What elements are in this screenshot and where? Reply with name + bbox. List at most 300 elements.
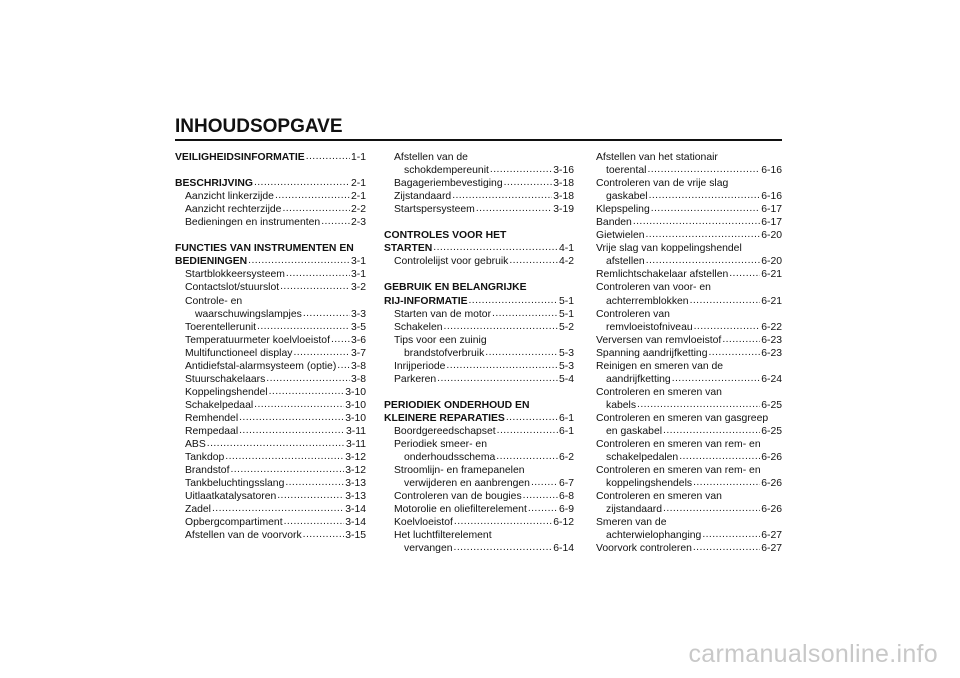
toc-entry-label: Uitlaatkatalysatoren <box>185 491 277 503</box>
toc-page-number: 1-1 <box>350 152 366 163</box>
toc-entry <box>175 464 366 477</box>
toc-entry-label: Toerentellerunit <box>185 321 257 333</box>
toc-spacer <box>175 164 366 177</box>
toc-section-entry <box>175 151 366 164</box>
toc-entry <box>596 399 782 412</box>
toc-dot-leader <box>663 503 760 516</box>
toc-dot-leader <box>469 295 558 308</box>
toc-dot-leader <box>321 216 350 229</box>
toc-entry <box>596 451 782 464</box>
toc-entry <box>384 451 574 464</box>
toc-section-entry <box>384 295 574 308</box>
toc-dot-leader <box>286 268 350 281</box>
toc-page-number: 3-12 <box>345 452 366 464</box>
toc-entry <box>384 321 574 334</box>
toc-entry <box>175 347 366 360</box>
toc-dot-leader <box>230 464 344 477</box>
toc-column-3 <box>596 151 782 555</box>
toc-entry-label: Gietwielen <box>596 230 645 242</box>
watermark: carmanualsonline.info <box>688 640 938 668</box>
toc-entry <box>175 516 366 529</box>
toc-entry <box>596 203 782 216</box>
toc-dot-leader <box>303 308 350 321</box>
toc-entry-label: Spanning aandrijfketting <box>596 347 708 359</box>
toc-dot-leader <box>254 177 350 190</box>
toc-entry-label: Boordgereedschapset <box>394 425 496 437</box>
toc-dot-leader <box>293 347 350 360</box>
toc-page-number: 3-5 <box>350 321 366 333</box>
toc-page-number: 6-21 <box>761 295 782 307</box>
toc-page-number: 6-7 <box>558 478 574 490</box>
toc-entry <box>384 308 574 321</box>
toc-entry-label: Controle- en <box>185 295 243 307</box>
toc-page-number: 6-17 <box>761 217 782 229</box>
toc-page-number: 3-7 <box>350 347 366 359</box>
toc-dot-leader <box>269 386 345 399</box>
toc-page-number: 2-2 <box>350 204 366 216</box>
toc-section-entry <box>384 229 574 242</box>
toc-page-number: 3-11 <box>345 439 366 451</box>
toc-entry <box>384 425 574 438</box>
toc-entry <box>596 308 782 321</box>
toc-entry <box>596 281 782 294</box>
toc-entry-label: Controleren van de vrije slag <box>596 178 729 190</box>
toc-entry <box>384 516 574 529</box>
toc-dot-leader <box>722 334 760 347</box>
toc-entry-label: aandrijfketting <box>606 373 671 385</box>
toc-entry-label: schakelpedalen <box>606 452 679 464</box>
toc-entry-label: Stroomlijn- en framepanelen <box>394 465 525 477</box>
toc-entry-label: Startspersysteem <box>394 204 475 216</box>
toc-page-number: 4-2 <box>558 256 574 268</box>
toc-entry-label: verwijderen en aanbrengen <box>404 478 530 490</box>
toc-page-number: 6-12 <box>553 517 574 529</box>
toc-entry <box>596 164 782 177</box>
toc-page-number: 3-8 <box>350 360 366 372</box>
toc-entry <box>384 490 574 503</box>
toc-entry <box>175 477 366 490</box>
toc-entry-label: Controleren van <box>596 308 670 320</box>
toc-entry-label: Tankbeluchtingsslang <box>185 478 285 490</box>
toc-page-number: 3-2 <box>350 282 366 294</box>
toc-entry <box>384 334 574 347</box>
toc-entry <box>384 477 574 490</box>
toc-entry-label: Tips voor een zuinig <box>394 334 487 346</box>
toc-page-number: 3-15 <box>345 530 366 542</box>
toc-page-number: 3-18 <box>553 178 574 190</box>
toc-entry <box>175 281 366 294</box>
toc-entry-label: Controleren en smeren van gasgreep <box>596 412 769 424</box>
toc-entry-label: Aanzicht linkerzijde <box>185 191 274 203</box>
toc-dot-leader <box>277 490 344 503</box>
toc-spacer <box>384 268 574 281</box>
toc-page-number: 6-16 <box>761 191 782 203</box>
toc-entry-label: VEILIGHEIDSINFORMATIE <box>175 152 305 163</box>
toc-dot-leader <box>212 503 344 516</box>
toc-entry-label: BEDIENINGEN <box>175 256 248 268</box>
toc-dot-leader <box>306 151 350 164</box>
toc-dot-leader <box>663 425 760 438</box>
toc-entry <box>596 229 782 242</box>
toc-page-number: 6-25 <box>761 399 782 411</box>
toc-page-number: 6-1 <box>558 412 574 424</box>
toc-entry-label: Bagageriembevestiging <box>394 178 503 190</box>
toc-page-number: 5-3 <box>558 360 574 372</box>
toc-section-entry <box>175 255 366 268</box>
toc-entry <box>596 321 782 334</box>
toc-page-number: 3-10 <box>345 399 366 411</box>
toc-entry <box>175 203 366 216</box>
toc-entry <box>384 255 574 268</box>
toc-entry-label: Afstellen van de voorvork <box>185 530 302 542</box>
toc-page-number: 5-3 <box>558 347 574 359</box>
toc-dot-leader <box>492 308 558 321</box>
toc-dot-leader <box>280 281 350 294</box>
toc-entry-label: koppelingshendels <box>606 478 693 490</box>
toc-dot-leader <box>490 164 552 177</box>
toc-page-number: 6-20 <box>761 256 782 268</box>
toc-entry <box>596 412 782 425</box>
toc-entry-label: Voorvork controleren <box>596 543 692 555</box>
toc-entry-label: Controleren en smeren van <box>596 491 722 503</box>
toc-entry <box>596 529 782 542</box>
toc-dot-leader <box>729 268 760 281</box>
toc-page-number: 6-25 <box>761 425 782 437</box>
toc-entry-label: Controleren van voor- en <box>596 282 711 294</box>
toc-entry-label: Controleren en smeren van <box>596 386 722 398</box>
toc-entry-label: remvloeistofniveau <box>606 321 693 333</box>
toc-page-number: 6-17 <box>761 204 782 216</box>
toc-dot-leader <box>693 477 760 490</box>
toc-entry <box>175 425 366 438</box>
toc-dot-leader <box>284 516 345 529</box>
toc-entry-label: GEBRUIK EN BELANGRIJKE <box>384 282 527 294</box>
toc-spacer <box>384 386 574 399</box>
toc-entry-label: Remhendel <box>185 412 239 424</box>
toc-page-number: 6-23 <box>761 347 782 359</box>
toc-column-2 <box>384 151 574 555</box>
toc-page-number: 5-1 <box>558 295 574 307</box>
toc-entry-label: Parkeren <box>394 373 437 385</box>
toc-dot-leader <box>504 177 553 190</box>
toc-entry-label: Controleren en smeren van rem- en <box>596 439 761 451</box>
toc-page-number: 3-12 <box>345 465 366 477</box>
toc-page-number: 6-16 <box>761 165 782 177</box>
toc-page-number: 6-8 <box>558 491 574 503</box>
toc-entry-label: Controleren van de bougies <box>394 491 522 503</box>
toc-page-number: 3-14 <box>345 504 366 516</box>
toc-section-entry <box>384 399 574 412</box>
toc-section-entry <box>384 281 574 294</box>
toc-entry <box>175 295 366 308</box>
toc-entry <box>175 321 366 334</box>
toc-dot-leader <box>531 477 558 490</box>
toc-dot-leader <box>709 347 761 360</box>
toc-entry-label: Afstellen van het stationair <box>596 152 718 163</box>
toc-page-number: 6-22 <box>761 321 782 333</box>
toc-entry <box>596 190 782 203</box>
toc-entry-label: Smeren van de <box>596 517 667 529</box>
toc-dot-leader <box>702 529 760 542</box>
toc-entry-label: Aanzicht rechterzijde <box>185 204 282 216</box>
toc-entry <box>175 360 366 373</box>
toc-entry-label: schokdempereunit <box>404 165 489 177</box>
toc-page-number: 6-26 <box>761 478 782 490</box>
toc-dot-leader <box>651 203 760 216</box>
toc-entry-label: Contactslot/stuurslot <box>185 282 280 294</box>
toc-entry <box>175 490 366 503</box>
toc-dot-leader <box>437 373 558 386</box>
toc-dot-leader <box>275 190 350 203</box>
toc-dot-leader <box>454 542 553 555</box>
toc-entry-label: achterwielophanging <box>606 530 702 542</box>
toc-dot-leader <box>693 542 760 555</box>
toc-dot-leader <box>225 451 344 464</box>
toc-page-number: 3-10 <box>345 386 366 398</box>
toc-page-number: 4-1 <box>558 243 574 255</box>
toc-section-entry <box>384 242 574 255</box>
toc-dot-leader <box>497 425 558 438</box>
toc-entry-label: RIJ-INFORMATIE <box>384 295 468 307</box>
toc-page-number: 3-19 <box>553 204 574 216</box>
toc-entry <box>384 164 574 177</box>
toc-entry-label: Inrijperiode <box>394 360 446 372</box>
title-rule <box>175 139 782 141</box>
toc-entry-label: Bedieningen en instrumenten <box>185 217 321 229</box>
toc-entry-label: gaskabel <box>606 191 648 203</box>
toc-entry-label: Het luchtfilterelement <box>394 530 492 542</box>
page-title: INHOUDSOPGAVE <box>175 116 343 137</box>
toc-dot-leader <box>523 490 558 503</box>
toc-dot-leader <box>476 203 552 216</box>
toc-entry <box>596 347 782 360</box>
toc-page-number: 3-13 <box>345 478 366 490</box>
toc-dot-leader <box>649 190 761 203</box>
toc-entry-label: kabels <box>606 399 637 411</box>
toc-entry-label: vervangen <box>404 543 453 555</box>
toc-entry <box>175 451 366 464</box>
toc-entry <box>596 464 782 477</box>
toc-page-number: 3-13 <box>345 491 366 503</box>
toc-page-number: 6-2 <box>558 452 574 464</box>
toc-entry <box>384 503 574 516</box>
toc-section-entry <box>175 177 366 190</box>
toc-entry-label: Banden <box>596 217 632 229</box>
toc-page-number: 6-26 <box>761 452 782 464</box>
toc-page-number: 6-27 <box>761 530 782 542</box>
toc-entry <box>596 503 782 516</box>
toc-entry <box>596 151 782 164</box>
toc-dot-leader <box>285 477 344 490</box>
toc-page-number: 3-1 <box>350 256 366 268</box>
toc-page-number: 6-14 <box>553 543 574 555</box>
toc-entry <box>596 242 782 255</box>
toc-dot-leader <box>454 516 552 529</box>
toc-entry-label: Controleren en smeren van rem- en <box>596 465 761 477</box>
toc-entry-label: Remlichtschakelaar afstellen <box>596 269 729 281</box>
toc-entry-label: achterremblokken <box>606 295 689 307</box>
toc-entry <box>596 360 782 373</box>
toc-entry <box>596 373 782 386</box>
toc-page-number: 3-18 <box>553 191 574 203</box>
toc-entry-label: onderhoudsschema <box>404 452 496 464</box>
toc-entry-label: CONTROLES VOOR HET <box>384 230 507 242</box>
toc-dot-leader <box>509 255 558 268</box>
toc-entry <box>384 190 574 203</box>
toc-page-number: 6-20 <box>761 230 782 242</box>
toc-entry-label: waarschuwingslampjes <box>195 308 302 320</box>
toc-page-number: 6-21 <box>761 269 782 281</box>
toc-entry <box>384 360 574 373</box>
toc-entry <box>384 464 574 477</box>
toc-dot-leader <box>672 373 761 386</box>
toc-page-number: 3-14 <box>345 517 366 529</box>
toc-dot-leader <box>239 412 344 425</box>
toc-entry-label: Controlelijst voor gebruik <box>394 256 509 268</box>
toc-entry-label: Rempedaal <box>185 425 239 437</box>
toc-dot-leader <box>239 425 345 438</box>
toc-entry <box>175 412 366 425</box>
toc-entry <box>596 255 782 268</box>
toc-entry <box>596 516 782 529</box>
toc-entry <box>596 425 782 438</box>
toc-dot-leader <box>303 529 345 542</box>
toc-entry-label: en gaskabel <box>606 425 663 437</box>
toc-dot-leader <box>528 503 558 516</box>
toc-entry-label: PERIODIEK ONDERHOUD EN <box>384 399 530 411</box>
toc-entry <box>384 529 574 542</box>
toc-entry-label: Schakelpedaal <box>185 399 254 411</box>
toc-page-number: 3-10 <box>345 412 366 424</box>
toc-dot-leader <box>637 399 760 412</box>
toc-page-number: 6-24 <box>761 373 782 385</box>
toc-entry-label: Klepspeling <box>596 204 650 216</box>
toc-column-1 <box>175 151 366 542</box>
toc-entry-label: Reinigen en smeren van de <box>596 360 724 372</box>
toc-entry-label: toerental <box>606 165 647 177</box>
toc-dot-leader <box>646 229 761 242</box>
toc-entry <box>596 177 782 190</box>
toc-entry-label: FUNCTIES VAN INSTRUMENTEN EN <box>175 243 354 255</box>
toc-dot-leader <box>506 412 558 425</box>
toc-dot-leader <box>248 255 350 268</box>
toc-entry-label: Afstellen van de <box>394 152 468 163</box>
toc-entry-label: Startblokkeersysteem <box>185 269 285 281</box>
toc-entry <box>596 295 782 308</box>
toc-dot-leader <box>633 216 760 229</box>
toc-entry <box>596 438 782 451</box>
toc-dot-leader <box>647 164 760 177</box>
toc-page-number: 6-23 <box>761 334 782 346</box>
toc-page-number: 3-3 <box>350 308 366 320</box>
toc-dot-leader <box>646 255 761 268</box>
toc-entry <box>596 542 782 555</box>
toc-entry-label: zijstandaard <box>606 504 663 516</box>
toc-entry-label: Antidiefstal-alarmsysteem (optie) <box>185 360 337 372</box>
toc-dot-leader <box>257 321 350 334</box>
toc-dot-leader <box>679 451 760 464</box>
toc-entry <box>596 216 782 229</box>
toc-entry-label: Vrije slag van koppelingshendel <box>596 243 742 255</box>
toc-entry-label: Zadel <box>185 504 211 516</box>
toc-entry <box>175 190 366 203</box>
toc-entry-label: Koelvloeistof <box>394 517 453 529</box>
toc-dot-leader <box>694 321 761 334</box>
toc-entry <box>384 347 574 360</box>
toc-entry <box>175 529 366 542</box>
toc-page-number: 5-2 <box>558 321 574 333</box>
toc-entry-label: Zijstandaard <box>394 191 452 203</box>
toc-dot-leader <box>433 242 558 255</box>
toc-entry <box>175 438 366 451</box>
toc-dot-leader <box>337 360 350 373</box>
toc-entry-label: STARTEN <box>384 243 433 255</box>
toc-dot-leader <box>452 190 552 203</box>
toc-section-entry <box>384 412 574 425</box>
toc-page-number: 6-27 <box>761 543 782 555</box>
toc-dot-leader <box>444 321 558 334</box>
toc-entry-label: Motorolie en oliefilterelement <box>394 504 527 516</box>
toc-dot-leader <box>331 334 350 347</box>
toc-dot-leader <box>496 451 558 464</box>
toc-entry <box>175 373 366 386</box>
toc-page-number: 2-1 <box>350 191 366 203</box>
toc-dot-leader <box>207 438 345 451</box>
toc-entry <box>175 268 366 281</box>
toc-page-number: 5-4 <box>558 373 574 385</box>
toc-dot-leader <box>254 399 344 412</box>
toc-entry <box>596 490 782 503</box>
toc-entry <box>384 438 574 451</box>
toc-entry <box>384 373 574 386</box>
toc-page-number: 2-3 <box>350 217 366 229</box>
toc-dot-leader <box>446 360 558 373</box>
toc-entry-label: BESCHRIJVING <box>175 178 253 190</box>
toc-entry <box>384 203 574 216</box>
toc-page-number: 3-11 <box>345 425 366 437</box>
toc-entry-label: brandstofverbruik <box>404 347 485 359</box>
toc-entry-label: KLEINERE REPARATIES <box>384 412 505 424</box>
toc-entry-label: Brandstof <box>185 465 230 477</box>
toc-entry-label: Tankdop <box>185 452 225 464</box>
toc-entry-label: Starten van de motor <box>394 308 492 320</box>
toc-entry <box>175 503 366 516</box>
toc-page-number: 6-1 <box>558 425 574 437</box>
toc-entry-label: Multifunctioneel display <box>185 347 293 359</box>
toc-page-number: 5-1 <box>558 308 574 320</box>
toc-entry-label: Periodiek smeer- en <box>394 439 487 451</box>
toc-section-entry <box>175 242 366 255</box>
toc-dot-leader <box>282 203 350 216</box>
toc-entry <box>384 151 574 164</box>
toc-entry <box>596 334 782 347</box>
toc-page-number: 3-8 <box>350 373 366 385</box>
toc-entry <box>596 477 782 490</box>
toc-entry <box>596 386 782 399</box>
toc-dot-leader <box>690 295 761 308</box>
toc-dot-leader <box>266 373 350 386</box>
toc-page-number: 3-1 <box>350 269 366 281</box>
toc-entry-label: ABS <box>185 439 206 451</box>
toc-entry-label: Temperatuurmeter koelvloeistof <box>185 334 330 346</box>
toc-spacer <box>384 216 574 229</box>
toc-page-number: 6-9 <box>558 504 574 516</box>
toc-entry-label: Stuurschakelaars <box>185 373 266 385</box>
toc-entry-label: Schakelen <box>394 321 443 333</box>
toc-entry-label: Verversen van remvloeistof <box>596 334 722 346</box>
toc-page-number: 3-6 <box>350 334 366 346</box>
toc-spacer <box>175 229 366 242</box>
